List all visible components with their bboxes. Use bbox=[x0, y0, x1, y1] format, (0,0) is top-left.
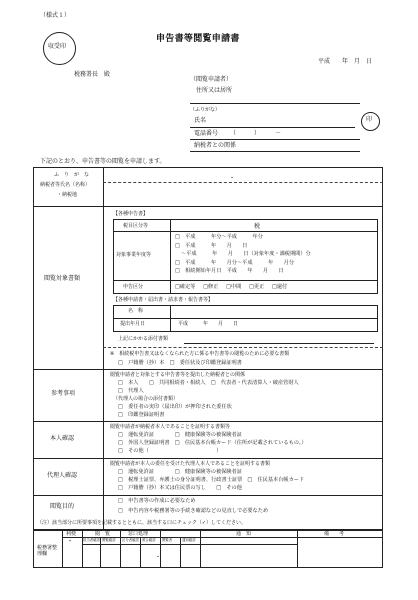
period-option-2-range: ～平成 年 月 日（対象年度・課税期間）分 bbox=[181, 251, 311, 257]
relation-underline bbox=[190, 151, 360, 152]
attachments-label: 上記にかかる添付書類 bbox=[118, 336, 169, 342]
relation-heading: 閲覧申請者と対象とする申告書等を提出した納税者との関係 bbox=[110, 372, 246, 378]
proxy-attachments-heading: （代理人の場合の添付書類） bbox=[113, 396, 179, 402]
seal-label: 印 bbox=[366, 116, 373, 123]
office-subheader-divider bbox=[82, 544, 297, 545]
applicant-name-label: 氏名 bbox=[194, 117, 207, 124]
identity-option-1[interactable]: □ 運転免許証 □ 健康保険等の被保険者証 bbox=[118, 432, 242, 438]
relation-options-2[interactable]: □ 代理人 bbox=[118, 388, 144, 394]
office-col-divider bbox=[140, 537, 141, 568]
period-option-3[interactable]: □ 平成 年 月分～平成 年 月分 bbox=[175, 260, 295, 266]
return-type-final[interactable]: □確定等 bbox=[175, 284, 196, 290]
office-subheader: 区分者確認 bbox=[122, 538, 139, 542]
proxy-attachment-option-2[interactable]: □ 印鑑登録証明書 bbox=[118, 412, 165, 418]
taxpayer-address-label: ・納税地 bbox=[57, 192, 78, 198]
footnote: （注）該当部分に所要事項を記載するとともに、該当する口にチェック（✓）してください。 bbox=[37, 520, 247, 526]
applicant-furigana-label: （ふりがな） bbox=[190, 107, 221, 113]
period-option-2[interactable]: □ 平成 年 月 日 bbox=[175, 243, 248, 249]
office-header-convenience: 利便 bbox=[66, 531, 77, 537]
office-header-counter: 窓口処理 bbox=[128, 531, 149, 537]
proxy-identity-section-label: 代理人確認 bbox=[47, 472, 78, 479]
tax-office-addressee: 税務署長 殿 bbox=[74, 71, 111, 78]
phone-underline bbox=[190, 139, 360, 140]
application-date: 平成 年 月 日 bbox=[318, 58, 373, 65]
period-label: 対象事業年度等 bbox=[116, 252, 152, 258]
office-col-divider bbox=[180, 537, 181, 568]
proxy-identity-option-2[interactable]: □ 税理士証票、弁護士の身分証明書、行政書士証票 □ 住民基本台帳カード bbox=[118, 477, 305, 483]
period-divider bbox=[113, 280, 378, 281]
relation-options-1[interactable]: □ 本人 □ 共同相続者・相続人 □ 代表者・代表清算人・破産管財人 bbox=[118, 380, 299, 386]
reference-section-label: 参考事項 bbox=[51, 390, 76, 397]
office-side-label: 税務署整理欄 bbox=[37, 545, 58, 557]
office-subheader: 照合確認 bbox=[142, 538, 156, 542]
row-divider bbox=[33, 458, 383, 459]
tax-category-label: 税目区分等 bbox=[123, 223, 149, 229]
office-subheader: 担当者確認 bbox=[83, 538, 100, 542]
proxy-identity-option-1[interactable]: □ 運転免許証 □ 健康保険等の被保険者証 bbox=[118, 469, 242, 475]
identity-heading: 閲覧申請者が納税者本人であることを証明する書類等 bbox=[110, 424, 231, 430]
proxy-attachment-option-1[interactable]: □ 委任者の実印（届出印）が押印された委任状 bbox=[118, 404, 232, 410]
purpose-option-2[interactable]: □ 申告内容や税務署等の手続き確認などの見直しで必要なため bbox=[118, 508, 269, 514]
label-column-divider bbox=[103, 167, 104, 530]
phone-label: 電話番号 bbox=[194, 130, 219, 137]
office-col-divider bbox=[200, 530, 201, 568]
office-col-divider bbox=[100, 537, 101, 568]
purpose-option-1[interactable]: □ 申告書等の作成に必要なため bbox=[118, 498, 196, 504]
proxy-identity-option-3[interactable]: □ 戸籍謄（抄）本又は住民票の写し □ その他 bbox=[118, 485, 242, 491]
receipt-stamp-label: 収受印 bbox=[48, 43, 67, 50]
note-divider bbox=[103, 347, 383, 348]
proxy-identity-heading: 閲覧申請者が本人の委任を受けた代理人本人であることを証明する書類 bbox=[110, 461, 271, 467]
submit-date-label: 提出年月日 bbox=[120, 321, 146, 327]
inheritance-note-options[interactable]: □ 戸籍謄（抄）本 □ 委任状及び印鑑登録証明書 bbox=[118, 360, 242, 366]
other-documents-divider bbox=[113, 318, 378, 319]
other-documents-header: 【各種申請書・届出書・請求書・報告書等】 bbox=[113, 297, 214, 303]
office-subheader: 通知確認 bbox=[182, 538, 196, 542]
furigana-divider bbox=[103, 182, 383, 183]
office-mark: * bbox=[69, 539, 71, 544]
period-option-4[interactable]: □ 相続開始年月日 平成 年 月 日 bbox=[175, 268, 284, 274]
office-header-remarks: 備 考 bbox=[324, 531, 345, 537]
attachments-underline bbox=[184, 343, 374, 344]
purpose-section-label: 閲覧目的 bbox=[50, 503, 75, 510]
office-header-notice: 通 知 bbox=[236, 531, 252, 537]
period-option-1[interactable]: □ 平成 年分～平成 年分 bbox=[175, 234, 263, 240]
office-col-divider bbox=[160, 530, 161, 568]
row-divider bbox=[33, 421, 383, 422]
row-divider bbox=[33, 369, 383, 370]
applicant-address-label: 住所又は居所 bbox=[196, 87, 233, 94]
documents-section-label: 閲覧対象書類 bbox=[44, 275, 81, 282]
office-header-viewing: 閲 覧 bbox=[95, 531, 111, 537]
return-type-label: 申告区分 bbox=[123, 284, 144, 290]
office-col-divider bbox=[82, 530, 83, 568]
address-underline bbox=[190, 103, 360, 104]
identity-section-label: 本人確認 bbox=[50, 435, 75, 442]
relation-label: 納税者との関係 bbox=[194, 142, 237, 149]
doc-name-label: 名 称 bbox=[128, 308, 144, 314]
submit-date-value: 平成 年 月 日 bbox=[178, 321, 239, 327]
inheritance-note: ※ 相続税申告書又はなくなられた方に係る申告書等の閲覧のために必要な書類 bbox=[110, 351, 290, 357]
phone-value: （ ） － bbox=[230, 130, 282, 137]
identity-option-2[interactable]: □ 外国人登録証明書 □ 住民基本台帳カード（住所が記載されているもの。） bbox=[118, 440, 307, 446]
return-type-refund[interactable]: □還付 bbox=[271, 284, 288, 290]
taxpayer-furigana-label: ふ り が な bbox=[54, 172, 90, 178]
intro-text: 下記のとおり、申告書等の閲覧を申請します。 bbox=[40, 158, 166, 165]
office-dot: ・ bbox=[155, 554, 162, 561]
return-type-options[interactable] bbox=[175, 285, 293, 290]
form-number: （様式１） bbox=[40, 12, 71, 19]
return-type-interim[interactable]: □中間 bbox=[226, 284, 242, 290]
tax-suffix: 税 bbox=[254, 223, 261, 230]
office-side-divider bbox=[62, 530, 63, 568]
taxpayer-dot: ・ bbox=[229, 175, 236, 182]
taxpayer-name-label: 納税者等氏名（名称） bbox=[40, 182, 91, 188]
tax-return-header: 【各種申告書】 bbox=[113, 211, 149, 217]
return-type-amended[interactable]: □修正 bbox=[203, 284, 219, 290]
office-subheader: 閲覧確認 bbox=[102, 538, 116, 542]
page-title: 申告書等閲覧申請書 bbox=[156, 34, 240, 44]
office-col-divider bbox=[297, 530, 298, 568]
office-subheader: 閲覧者 bbox=[162, 538, 173, 542]
identity-option-3[interactable]: □ その他（ ） bbox=[118, 448, 222, 454]
row-divider bbox=[33, 495, 383, 496]
return-type-corrected[interactable]: □更正 bbox=[249, 284, 265, 290]
office-col-divider bbox=[120, 530, 121, 568]
applicant-heading: （閲覧申請者） bbox=[190, 76, 233, 83]
row-divider bbox=[33, 206, 383, 207]
tax-category-divider bbox=[113, 231, 378, 232]
name-underline bbox=[190, 127, 355, 128]
